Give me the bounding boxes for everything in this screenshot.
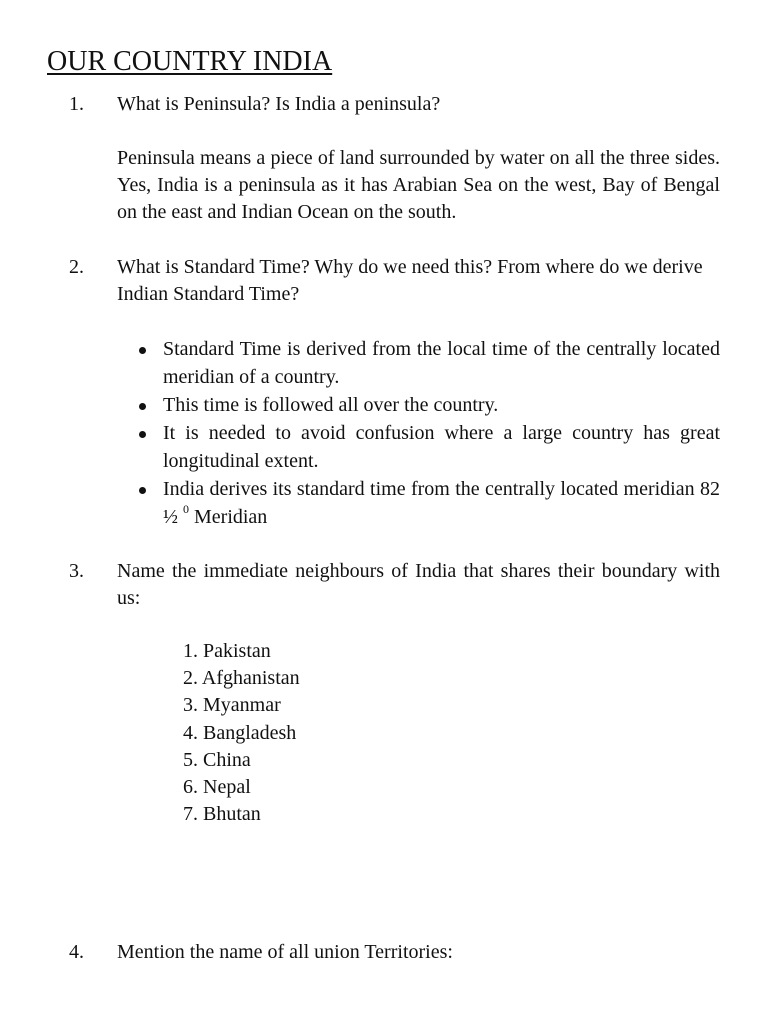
question-3-text: Name the immediate neighbours of India that shares their boundary with us:: [117, 560, 720, 609]
bullet-item: [117, 391, 720, 419]
list-item: 2. Afghanistan: [183, 667, 300, 690]
answer-1-text: Peninsula means a piece of land surrounded by water on all the three sides. Yes, India is a peninsula as it has Arabian Sea on the west, Bay of Bengal on the east and Indian Ocean on the south.: [117, 147, 720, 223]
bullet-text: Standard Time is derived from the local time of the centrally located meridian of a country.: [163, 338, 720, 388]
question-2-number: 2.: [69, 256, 84, 278]
bullet-dot-icon: [139, 347, 146, 354]
question-1-number: 1.: [69, 93, 84, 115]
bullet-item: [117, 419, 720, 475]
list-item: 3. Myanmar: [183, 694, 281, 717]
list-item: 1. Pakistan: [183, 640, 271, 662]
question-4-number: 4.: [69, 941, 84, 963]
neighbours-list: [183, 638, 300, 828]
question-3-number: 3.: [69, 560, 84, 582]
question-1-text: What is Peninsula? Is India a peninsula?: [117, 93, 441, 115]
answer-2-bullet-list: [117, 335, 720, 531]
list-item: 4. Bangladesh: [183, 721, 297, 744]
bullet-dot-icon: [139, 431, 146, 438]
bullet-item: [117, 475, 720, 531]
bullet-item: [117, 335, 720, 391]
degree-superscript: 0: [183, 502, 189, 517]
bullet-text: This time is followed all over the country.: [163, 394, 499, 416]
bullet-text: India derives its standard time from the centrally located meridian 82 ½: [163, 478, 720, 528]
page-title: OUR COUNTRY INDIA: [47, 46, 333, 77]
list-item: 5. China: [183, 748, 251, 771]
list-item: 6. Nepal: [183, 776, 251, 799]
bullet-text: It is needed to avoid confusion where a large country has great longitudinal extent.: [163, 422, 720, 472]
question-2-text: What is Standard Time? Why do we need this? From where do we derive Indian Standard Time?: [117, 256, 703, 305]
bullet-text-tail: Meridian: [189, 506, 268, 528]
bullet-dot-icon: [139, 403, 146, 410]
list-item: 7. Bhutan: [183, 803, 261, 826]
bullet-dot-icon: [139, 487, 146, 494]
question-4-text: Mention the name of all union Territories:: [117, 941, 453, 963]
